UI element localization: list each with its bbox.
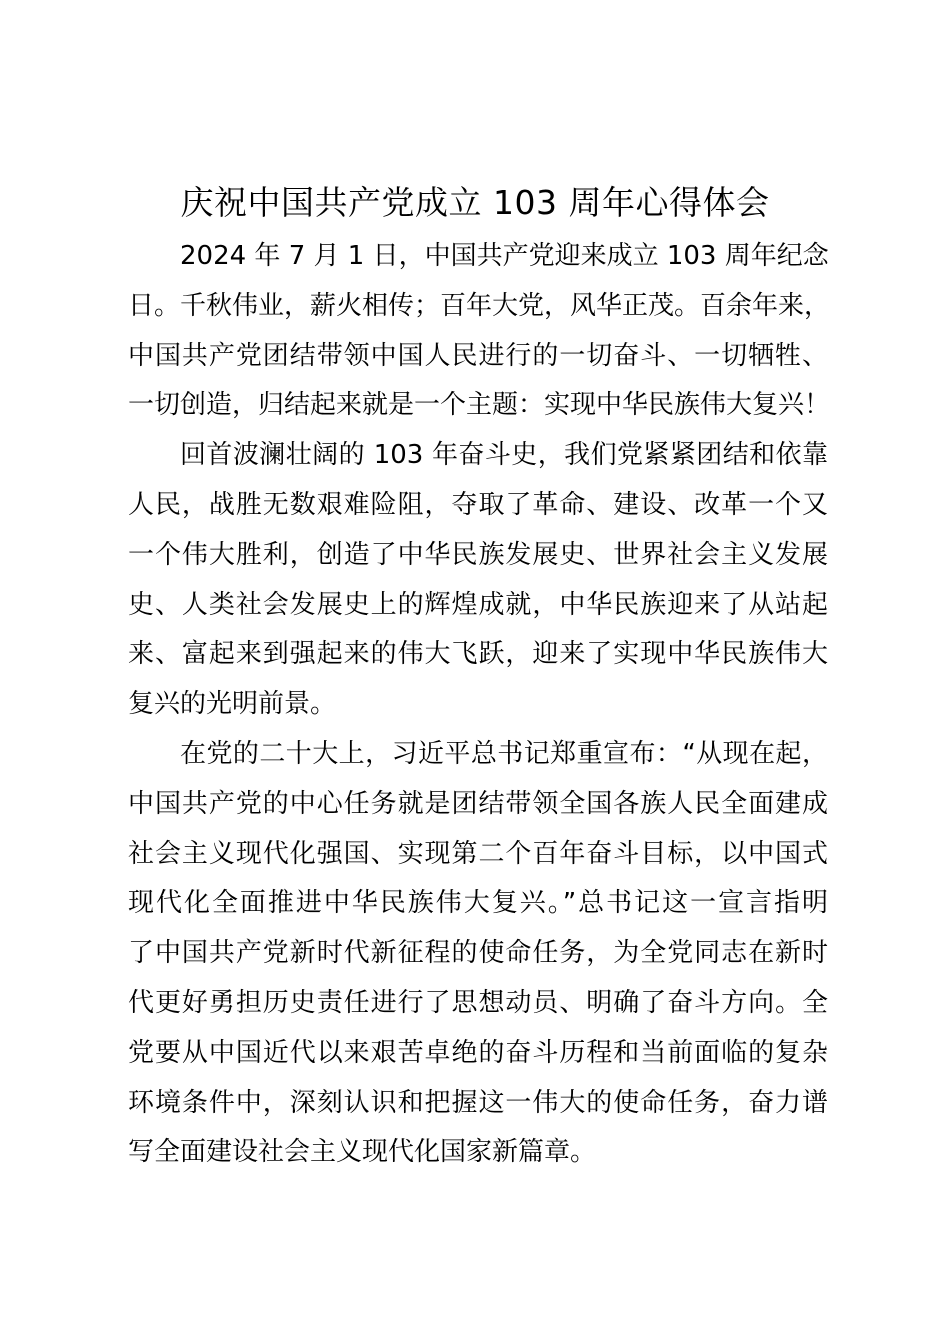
paragraph-line: 2024 年 7 月 1 日，中国共产党迎来成立 103 周年纪念 xyxy=(180,241,829,271)
paragraph-line: 党要从中国近代以来艰苦卓绝的奋斗历程和当前面临的复杂 xyxy=(128,1037,828,1068)
paragraph-line: 一个伟大胜利，创造了中华民族发展史、世界社会主义发展 xyxy=(128,539,828,570)
paragraph-line: 人民，战胜无数艰难险阻，夺取了革命、建设、改革一个又 xyxy=(128,489,828,520)
paragraph xyxy=(128,232,831,431)
paragraph-line: 现代化全面推进中华民族伟大复兴。”总书记这一宣言指明 xyxy=(128,888,828,919)
paragraph-line: 社会主义现代化强国、实现第二个百年奋斗目标，以中国式 xyxy=(128,838,828,869)
paragraph-line: 回首波澜壮阔的 103 年奋斗史，我们党紧紧团结和依靠 xyxy=(180,440,828,471)
paragraph-line: 日。千秋伟业，薪火相传；百年大党，风华正茂。百余年来， xyxy=(128,290,831,321)
paragraph-line: 代更好勇担历史责任进行了思想动员、明确了奋斗方向。全 xyxy=(128,987,828,1018)
document-title: 庆祝中国共产党成立 103 周年心得体会 xyxy=(180,183,770,222)
paragraph-line: 一切创造，归结起来就是一个主题：实现中华民族伟大复兴！ xyxy=(128,390,831,421)
paragraph-line: 复兴的光明前景。 xyxy=(128,689,337,720)
paragraph xyxy=(128,431,828,730)
paragraph-line: 来、富起来到强起来的伟大飞跃，迎来了实现中华民族伟大 xyxy=(128,639,828,670)
paragraph-line: 写全面建设社会主义现代化国家新篇章。 xyxy=(128,1137,597,1168)
paragraph-line: 在党的二十大上，习近平总书记郑重宣布：“从现在起， xyxy=(180,738,828,769)
paragraph xyxy=(128,730,828,1178)
paragraph-line: 了中国共产党新时代新征程的使命任务，为全党同志在新时 xyxy=(128,938,828,969)
document-body xyxy=(128,232,831,1178)
paragraph-line: 中国共产党团结带领中国人民进行的一切奋斗、一切牺牲、 xyxy=(128,340,828,371)
paragraph-line: 中国共产党的中心任务就是团结带领全国各族人民全面建成 xyxy=(128,788,828,819)
paragraph-line: 环境条件中，深刻认识和把握这一伟大的使命任务，奋力谱 xyxy=(128,1087,828,1118)
paragraph-line: 史、人类社会发展史上的辉煌成就，中华民族迎来了从站起 xyxy=(128,589,828,620)
